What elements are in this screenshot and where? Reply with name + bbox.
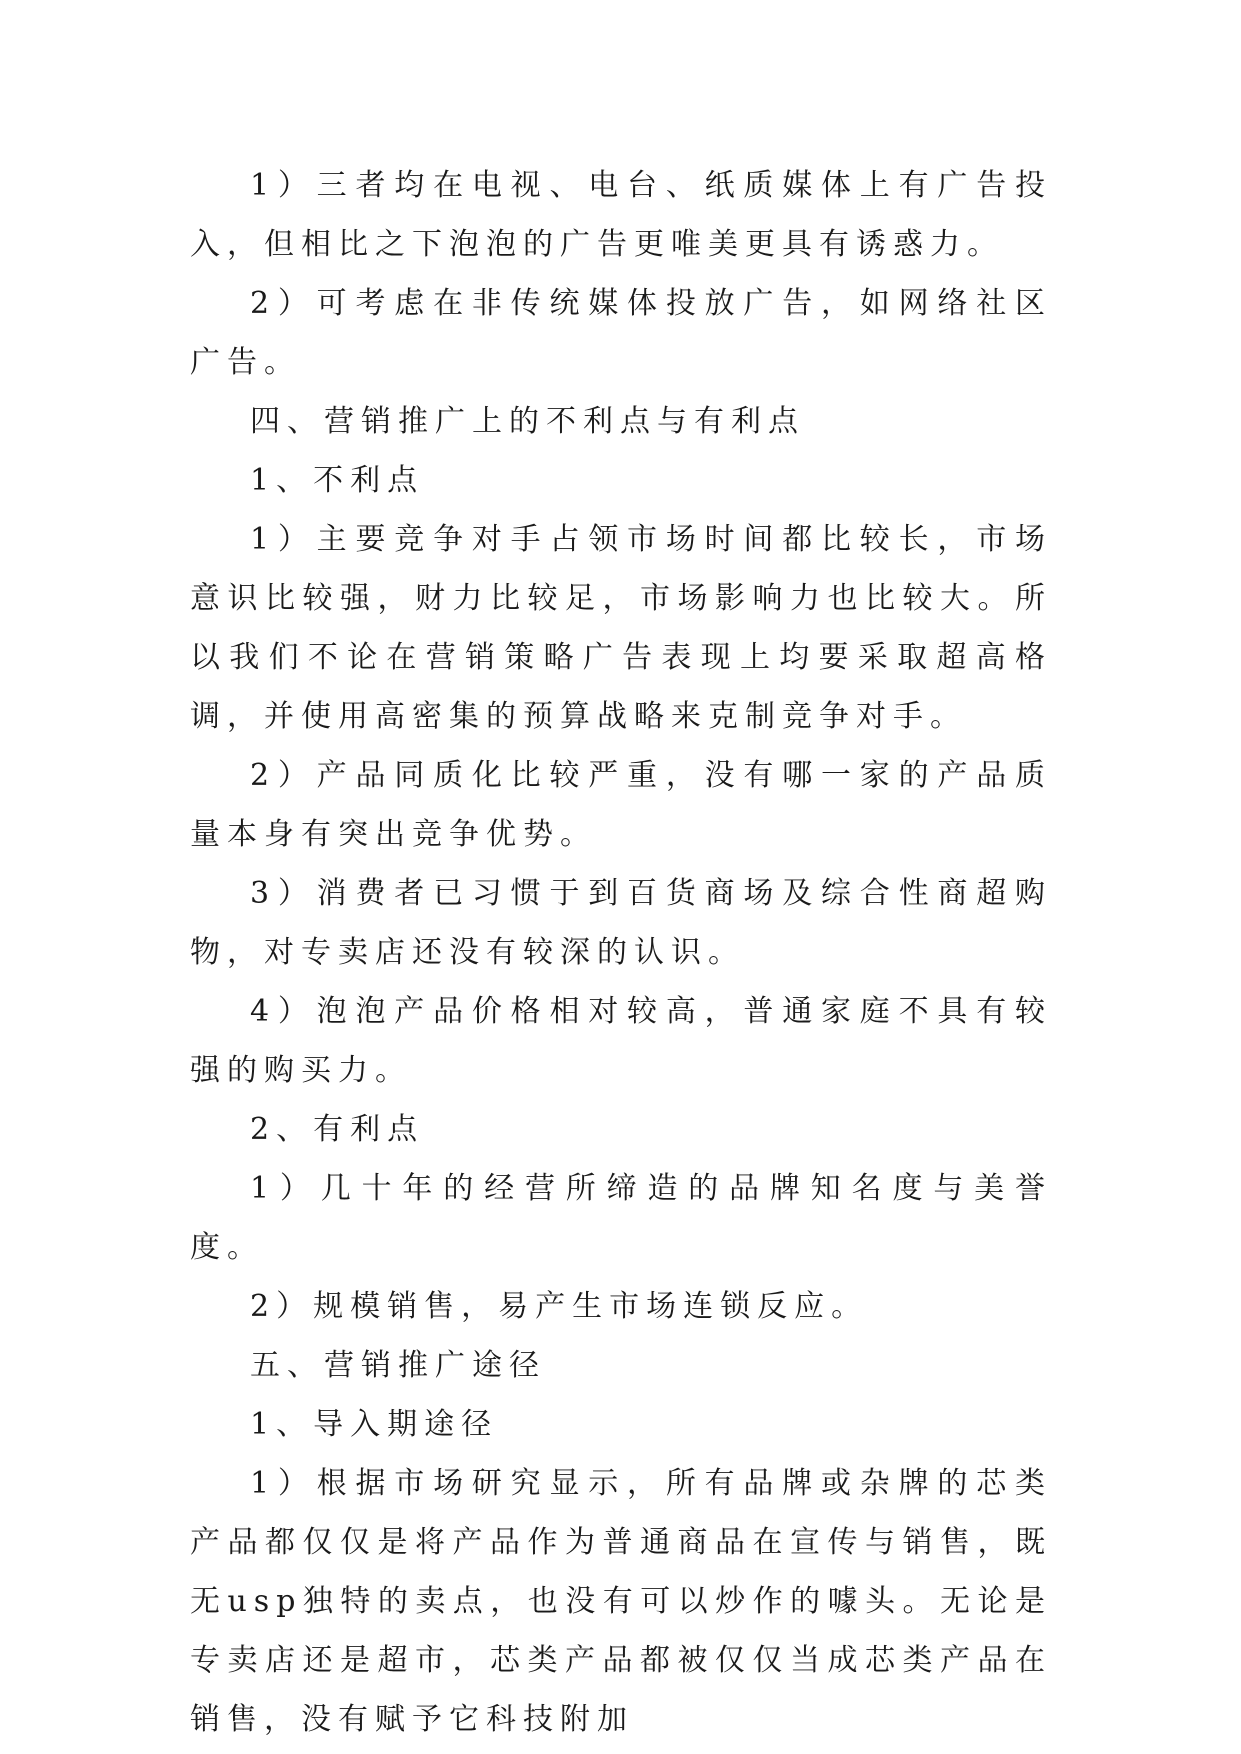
paragraph-disadvantage-1: 1）主要竞争对手占领市场时间都比较长，市场意识比较强，财力比较足，市场影响力也比较大。所以我们不论在营销策略广告表现上均要采取超高格调，并使用高密集的预算战略来克制竞争对手。 xyxy=(190,522,1052,734)
subheading-introduction-phase: 1、导入期途径 xyxy=(250,1407,499,1442)
subheading-advantages: 2、有利点 xyxy=(250,1112,425,1147)
subheading-disadvantages: 1、不利点 xyxy=(250,463,425,498)
heading-section-four: 四、营销推广上的不利点与有利点 xyxy=(250,404,805,439)
paragraph-advantage-2: 2）规模销售，易产生市场连锁反应。 xyxy=(250,1289,869,1324)
paragraph-disadvantage-4: 4）泡泡产品价格相对较高，普通家庭不具有较强的购买力。 xyxy=(190,994,1052,1088)
paragraph-nontraditional-media: 2）可考虑在非传统媒体投放广告，如网络社区广告。 xyxy=(190,286,1052,380)
heading-section-five: 五、营销推广途径 xyxy=(250,1348,546,1383)
paragraph-disadvantage-3: 3）消费者已习惯于到百货商场及综合性商超购物，对专卖店还没有较深的认识。 xyxy=(190,876,1052,970)
paragraph-market-research: 1）根据市场研究显示，所有品牌或杂牌的芯类产品都仅仅是将产品作为普通商品在宣传与销售，既无usp独特的卖点，也没有可以炒作的噱头。无论是专卖店还是超市，芯类产品都被仅仅当成芯类产品在销售，没有赋予它科技附加 xyxy=(190,1466,1052,1737)
paragraph-disadvantage-2: 2）产品同质化比较严重，没有哪一家的产品质量本身有突出竞争优势。 xyxy=(190,758,1052,852)
document-body xyxy=(190,156,1052,1749)
paragraph-ad-comparison: 1）三者均在电视、电台、纸质媒体上有广告投入，但相比之下泡泡的广告更唯美更具有诱惑力。 xyxy=(190,168,1052,262)
paragraph-advantage-1: 1）几十年的经营所缔造的品牌知名度与美誉度。 xyxy=(190,1171,1052,1265)
